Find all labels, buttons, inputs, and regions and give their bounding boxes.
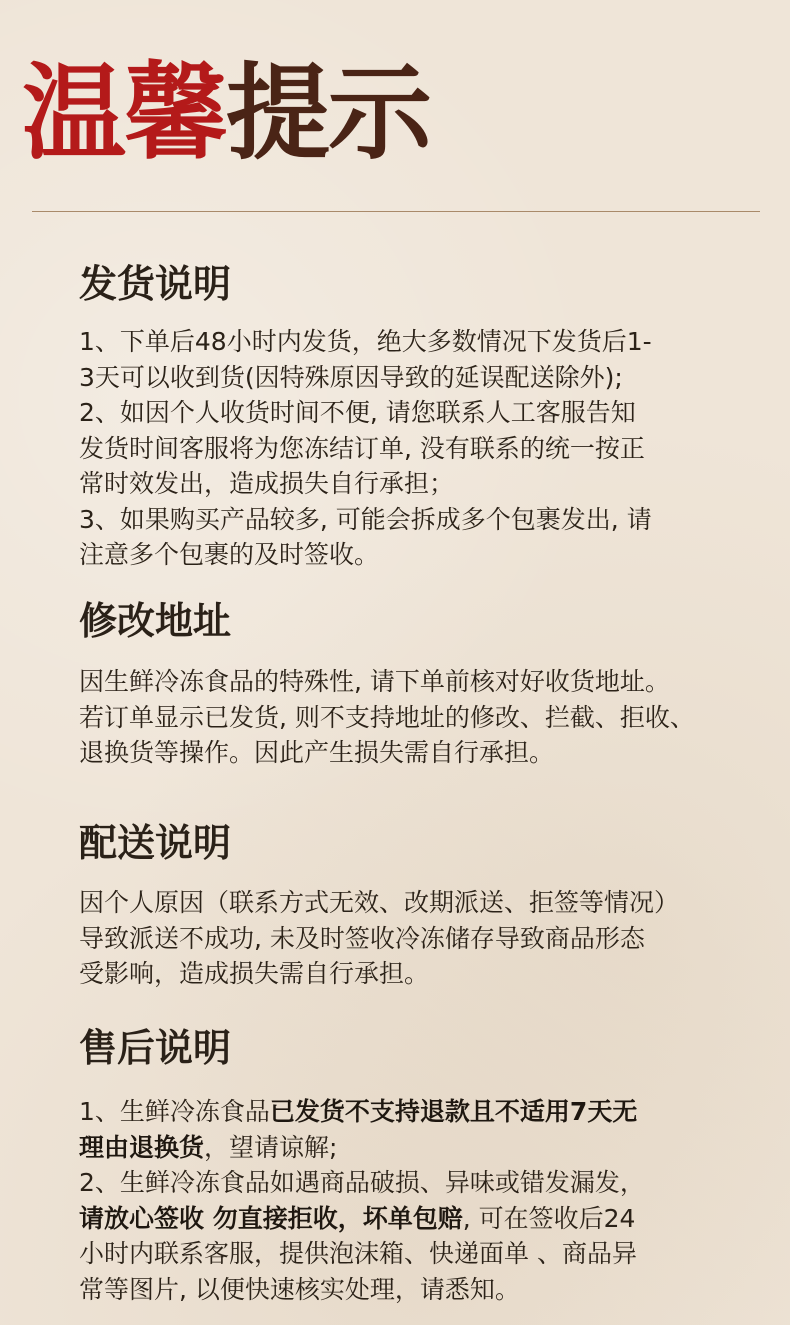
text-emphasis: 请放心签收 勿直接拒收，坏单包赔 xyxy=(79,1203,463,1233)
section-text xyxy=(79,324,719,573)
section-delivery xyxy=(79,820,719,992)
text-emphasis: 已发货不支持退款且不适用7天无 xyxy=(269,1097,638,1126)
text-line: 注意多个包裹的及时签收。 xyxy=(79,540,380,569)
section-address-change xyxy=(79,598,719,771)
section-heading: 发货说明 xyxy=(79,262,232,306)
title-part-brown: 提示 xyxy=(226,51,431,174)
text-line: 常时效发出，造成损失自行承担； xyxy=(79,469,455,498)
section-shipping xyxy=(79,261,719,573)
text-line: 导致派送不成功, 未及时签收冷冻储存导致商品形态 xyxy=(79,923,645,953)
text-line: 受影响，造成损失需自行承担。 xyxy=(79,959,430,988)
text-normal: ，望请谅解; xyxy=(204,1132,338,1162)
text-line: 退换货等操作。因此产生损失需自行承担。 xyxy=(79,738,555,767)
page-title xyxy=(22,51,431,174)
section-after-sales xyxy=(79,1025,719,1307)
title-divider xyxy=(32,211,760,212)
text-line: 3、如果购买产品较多, 可能会拆成多个包裹发出, 请 xyxy=(79,504,652,534)
text-normal: 1、生鲜冷冻食品 xyxy=(79,1097,270,1126)
text-normal: 小时内联系客服，提供泡沫箱、快递面单 、商品异 xyxy=(79,1239,637,1268)
section-heading: 售后说明 xyxy=(79,1026,232,1070)
text-emphasis: 理由退换货 xyxy=(79,1132,205,1162)
section-text xyxy=(79,1094,719,1307)
text-line: 1、下单后48小时内发货，绝大多数情况下发货后1- xyxy=(79,327,652,356)
text-normal: , 可在签收后24 xyxy=(462,1203,636,1233)
section-text xyxy=(79,664,719,771)
text-line: 2、如因个人收货时间不便, 请您联系人工客服告知 xyxy=(79,398,636,427)
text-line: 因生鲜冷冻食品的特殊性, 请下单前核对好收货地址。 xyxy=(79,667,670,696)
section-heading: 修改地址 xyxy=(79,599,232,643)
text-line: 若订单显示已发货, 则不支持地址的修改、拦截、拒收、 xyxy=(79,702,695,732)
text-line: 3天可以收到货(因特殊原因导致的延误配送除外); xyxy=(79,362,623,392)
text-normal: 2、生鲜冷冻食品如遇商品破损、异味或错发漏发， xyxy=(79,1168,645,1197)
section-heading: 配送说明 xyxy=(79,821,232,865)
text-line: 因个人原因（联系方式无效、改期派送、拒签等情况） xyxy=(79,888,680,917)
section-text xyxy=(79,885,719,992)
title-part-red: 温馨 xyxy=(22,51,227,174)
text-normal: 常等图片, 以便快速核实处理，请悉知。 xyxy=(79,1274,520,1304)
text-line: 发货时间客服将为您冻结订单, 没有联系的统一按正 xyxy=(79,433,645,463)
